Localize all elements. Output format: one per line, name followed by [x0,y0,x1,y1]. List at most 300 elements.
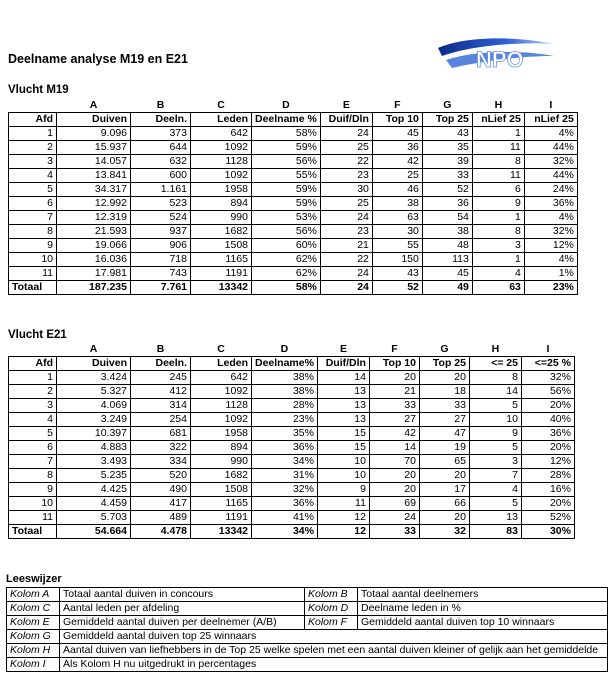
legend-row [7,602,608,616]
table-cell: 16% [521,483,574,497]
legend-table [6,587,608,672]
table-cell: 38% [252,371,318,385]
table-cell: 4% [524,253,577,267]
header-row [9,113,578,127]
table-cell: 58% [252,127,321,141]
table-cell: 412 [131,385,191,399]
table-cell: 644 [131,141,191,155]
table-cell: 1.161 [131,183,191,197]
total-cell: 13342 [191,281,252,295]
table-row [9,267,578,281]
table-cell: 7 [469,469,521,483]
column-letter: A [89,98,98,111]
total-cell: 58% [252,281,321,295]
table-cell: 4.425 [57,483,131,497]
legend-key: Kolom F [305,616,358,630]
column-letter: F [391,342,398,355]
table-cell: 642 [191,371,252,385]
table-cell: 524 [131,211,191,225]
legend-title: Leeswijzer [6,573,62,585]
table-cell: 23% [252,413,318,427]
table-cell: 3.493 [57,455,131,469]
table-cell: 9 [317,483,369,497]
table-cell: 24 [320,267,372,281]
table-row [9,469,575,483]
table-cell: 990 [191,455,252,469]
table-cell: 56% [521,385,574,399]
legend-row [7,588,608,602]
table-cell: 1128 [191,155,252,169]
table-cell: 894 [191,441,252,455]
table-cell: 11 [317,497,369,511]
table-cell: 642 [191,127,252,141]
table-row [9,183,578,197]
table-cell: 21.593 [57,225,131,239]
total-row [9,281,578,295]
table-cell: 20 [419,469,469,483]
total-cell: 24 [320,281,372,295]
table-cell: 12.319 [57,211,131,225]
table-cell: 5 [469,441,521,455]
total-cell: 52 [372,281,422,295]
total-cell: 13342 [191,525,252,539]
column-letter: C [217,98,225,111]
legend-row [7,658,608,672]
table-cell: 14 [317,371,369,385]
table-cell: 55 [372,239,422,253]
table-cell: 254 [131,413,191,427]
table-cell: 15.937 [57,141,131,155]
table-cell: 20% [521,399,574,413]
table-cell: 8 [472,225,524,239]
table-cell: 20 [419,371,469,385]
table-cell: 25 [372,169,422,183]
table-cell: 9 [9,483,57,497]
column-letter: D [282,98,290,111]
table-cell: 33 [369,399,419,413]
column-letters-row [9,98,578,113]
table-cell: 894 [191,197,252,211]
table-cell: 23 [320,225,372,239]
table-cell: 20 [419,511,469,525]
table-cell: 3 [9,399,57,413]
table-cell: 5 [469,399,521,413]
table-cell: 1 [472,127,524,141]
column-header: Top 25 [419,357,469,371]
table-row [9,371,575,385]
table-cell: 9 [472,197,524,211]
table-cell: 14 [469,385,521,399]
legend-value: Gemiddeld aantal duiven top 25 winnaars [60,630,608,644]
table-cell: 24 [320,127,372,141]
total-cell: 23% [524,281,577,295]
table-cell: 5 [9,427,57,441]
legend-key: Kolom G [7,630,60,644]
table-row [9,197,578,211]
table-cell: 1191 [191,267,252,281]
table-cell: 5 [9,183,57,197]
table-cell: 36% [521,427,574,441]
table-cell: 60% [252,239,321,253]
table-cell: 12% [521,455,574,469]
table-cell: 36% [252,497,318,511]
total-cell: 7.761 [131,281,191,295]
total-cell: 63 [472,281,524,295]
table-cell: 32% [521,371,574,385]
table-cell: 11 [9,267,57,281]
table-cell: 1092 [191,141,252,155]
column-letter: D [280,342,289,355]
header-row [9,357,575,371]
total-row [9,525,575,539]
table-cell: 21 [369,385,419,399]
table-row [9,399,575,413]
table-cell: 22 [320,155,372,169]
table-cell: 27 [419,413,469,427]
table-cell: 62% [252,253,321,267]
column-header: Duif/Dln [317,357,369,371]
column-header: Deeln. [131,113,191,127]
column-letters-row [9,342,575,357]
table-cell: 62% [252,267,321,281]
table-cell: 53% [252,211,321,225]
table-cell: 33 [422,169,472,183]
column-header: Leden [191,113,252,127]
column-header: nLief 25 [524,113,577,127]
legend-row [7,616,608,630]
legend-key: Kolom A [7,588,60,602]
table-row [9,239,578,253]
table-cell: 6 [9,441,57,455]
table-cell: 9.096 [57,127,131,141]
table-cell: 3.424 [57,371,131,385]
total-cell: 54.664 [57,525,131,539]
table-cell: 13 [317,385,369,399]
table-cell: 718 [131,253,191,267]
svg-text:NPO: NPO [476,47,524,72]
table-cell: 743 [131,267,191,281]
table-cell: 10 [469,413,521,427]
table-cell: 21 [320,239,372,253]
table-cell: 10.397 [57,427,131,441]
table-cell: 45 [422,267,472,281]
table-cell: 20% [521,441,574,455]
column-header: Afd [9,113,57,127]
column-header: Top 10 [369,357,419,371]
table-cell: 417 [131,497,191,511]
column-header: Afd [9,357,57,371]
legend-key: Kolom D [305,602,358,616]
column-letter: G [443,98,452,111]
table-cell: 322 [131,441,191,455]
table-cell: 7 [9,455,57,469]
table-cell: 3 [469,455,521,469]
npo-logo [436,34,556,76]
table-cell: 12% [524,239,577,253]
table-cell: 11 [472,169,524,183]
column-letter: E [339,342,347,355]
table-cell: 1092 [191,385,252,399]
column-letter: B [156,342,165,355]
table-cell: 5 [469,497,521,511]
column-header: Deeln. [131,357,191,371]
table-cell: 2 [9,141,57,155]
table-cell: 245 [131,371,191,385]
table-cell: 12.992 [57,197,131,211]
table-vlucht-e21 [8,342,575,539]
table-row [9,141,578,155]
legend-key: Kolom E [7,616,60,630]
total-cell: 30% [521,525,574,539]
legend-row [7,644,608,658]
table-cell: 600 [131,169,191,183]
table-cell: 1682 [191,469,252,483]
table-cell: 1508 [191,483,252,497]
table-cell: 59% [252,197,321,211]
table-row [9,455,575,469]
table-cell: 1165 [191,497,252,511]
table-cell: 5.327 [57,385,131,399]
table-cell: 42 [369,427,419,441]
table-cell: 19.066 [57,239,131,253]
column-letter: F [394,98,401,111]
table-cell: 34% [252,455,318,469]
table-cell: 70 [369,455,419,469]
table-row [9,127,578,141]
table-cell: 43 [372,267,422,281]
table-cell: 36 [422,197,472,211]
table-row [9,169,578,183]
legend-key: Kolom C [7,602,60,616]
column-header: Duif/Dln [320,113,372,127]
legend-value: Totaal aantal deelnemers [358,588,608,602]
column-letter: B [156,98,165,111]
table-cell: 16.036 [57,253,131,267]
table-cell: 373 [131,127,191,141]
table-cell: 1092 [191,169,252,183]
table-cell: 523 [131,197,191,211]
total-cell: 34% [252,525,318,539]
table-cell: 48 [422,239,472,253]
table-cell: 65 [419,455,469,469]
column-letter: H [494,98,503,111]
table-cell: 12 [317,511,369,525]
table-cell: 9 [9,239,57,253]
column-letter: I [546,342,550,355]
table-cell: 35% [252,427,318,441]
column-header: Duiven [57,113,131,127]
table-cell: 4 [469,483,521,497]
total-cell: 187.235 [57,281,131,295]
total-cell: Totaal [9,281,57,295]
table-cell: 6 [9,197,57,211]
table-cell: 4.069 [57,399,131,413]
table-cell: 32% [252,483,318,497]
column-letter: I [549,98,553,111]
table-cell: 1% [524,267,577,281]
column-header: Duiven [57,357,131,371]
table-cell: 56% [252,225,321,239]
table-cell: 4.459 [57,497,131,511]
table-cell: 1191 [191,511,252,525]
table-cell: 520 [131,469,191,483]
table-cell: 13 [317,413,369,427]
table-cell: 24% [524,183,577,197]
section-title-vlucht-e21: Vlucht E21 [8,329,67,341]
table-cell: 42 [372,155,422,169]
letter-cell-empty [9,98,57,113]
table-cell: 632 [131,155,191,169]
total-cell: 4.478 [131,525,191,539]
table-cell: 334 [131,455,191,469]
table-cell: 8 [472,155,524,169]
table-vlucht-m19 [8,98,578,295]
legend-value: Deelname leden in % [358,602,608,616]
table-cell: 10 [317,469,369,483]
total-cell: 49 [422,281,472,295]
column-letter: G [440,342,449,355]
column-header: Deelname % [252,113,321,127]
table-cell: 1128 [191,399,252,413]
table-cell: 59% [252,141,321,155]
table-cell: 14 [369,441,419,455]
table-row [9,253,578,267]
table-cell: 14.057 [57,155,131,169]
table-cell: 22 [320,253,372,267]
table-cell: 490 [131,483,191,497]
table-row [9,413,575,427]
table-cell: 25 [320,141,372,155]
table-cell: 35 [422,141,472,155]
table-cell: 20 [369,483,419,497]
table-cell: 17.981 [57,267,131,281]
table-cell: 32% [524,155,577,169]
table-cell: 1165 [191,253,252,267]
table-cell: 24 [369,511,419,525]
table-cell: 2 [9,385,57,399]
column-header: Leden [191,357,252,371]
table-cell: 9 [469,427,521,441]
table-cell: 4 [472,267,524,281]
table-cell: 1 [472,253,524,267]
table-cell: 52 [422,183,472,197]
legend-value: Gemiddeld aantal duiven top 10 winnaars [358,616,608,630]
total-cell: 32 [419,525,469,539]
table-cell: 4 [9,169,57,183]
column-letter: E [342,98,350,111]
table-cell: 4% [524,127,577,141]
table-cell: 1 [472,211,524,225]
table-cell: 3.249 [57,413,131,427]
table-row [9,385,575,399]
table-cell: 3 [472,239,524,253]
table-cell: 36 [372,141,422,155]
table-cell: 52% [521,511,574,525]
table-cell: 54 [422,211,472,225]
table-cell: 69 [369,497,419,511]
table-cell: 681 [131,427,191,441]
table-cell: 1682 [191,225,252,239]
table-cell: 1092 [191,413,252,427]
column-header: Deelname% [252,357,318,371]
table-cell: 25 [320,197,372,211]
table-cell: 24 [320,211,372,225]
legend-row [7,630,608,644]
table-cell: 1 [9,371,57,385]
table-row [9,483,575,497]
table-cell: 5.235 [57,469,131,483]
table-cell: 906 [131,239,191,253]
table-cell: 30 [320,183,372,197]
column-letter: H [491,342,500,355]
table-cell: 1958 [191,427,252,441]
table-cell: 27 [369,413,419,427]
table-cell: 33 [419,399,469,413]
column-header: <= 25 [469,357,521,371]
page-title: Deelname analyse M19 en E21 [8,52,188,66]
table-cell: 47 [419,427,469,441]
table-cell: 3 [9,155,57,169]
total-cell: 33 [369,525,419,539]
total-cell: Totaal [9,525,57,539]
table-cell: 113 [422,253,472,267]
table-cell: 13.841 [57,169,131,183]
column-letter: C [217,342,225,355]
table-cell: 8 [9,225,57,239]
table-cell: 4 [9,413,57,427]
table-cell: 31% [252,469,318,483]
table-row [9,497,575,511]
table-cell: 489 [131,511,191,525]
table-cell: 38% [252,385,318,399]
column-header: Top 10 [372,113,422,127]
legend-value: Als Kolom H nu uitgedrukt in percentages [60,658,608,672]
table-cell: 5.703 [57,511,131,525]
table-cell: 32% [524,225,577,239]
table-cell: 6 [472,183,524,197]
table-cell: 34.317 [57,183,131,197]
table-cell: 19 [419,441,469,455]
total-cell: 12 [317,525,369,539]
table-row [9,211,578,225]
total-cell: 83 [469,525,521,539]
table-cell: 1508 [191,239,252,253]
table-cell: 8 [469,371,521,385]
legend-value: Aantal duiven van liefhebbers in de Top 25 welke spelen met een aantal duiven kleiner of gelijk aan het gemiddelde [60,644,608,658]
table-cell: 990 [191,211,252,225]
section-title-vlucht-m19: Vlucht M19 [8,84,69,96]
legend-value: Totaal aantal duiven in concours [60,588,305,602]
table-cell: 66 [419,497,469,511]
table-cell: 40% [521,413,574,427]
table-cell: 15 [317,441,369,455]
table-row [9,511,575,525]
table-row [9,225,578,239]
column-header: Top 25 [422,113,472,127]
table-cell: 10 [9,253,57,267]
table-cell: 11 [9,511,57,525]
table-cell: 20 [369,371,419,385]
column-letter: A [89,342,98,355]
table-cell: 38 [372,197,422,211]
column-header: nLief 25 [472,113,524,127]
legend-value: Gemiddeld aantal duiven per deelnemer (A/B) [60,616,305,630]
table-cell: 46 [372,183,422,197]
table-cell: 28% [521,469,574,483]
table-row [9,155,578,169]
table-cell: 45 [372,127,422,141]
table-cell: 10 [317,455,369,469]
